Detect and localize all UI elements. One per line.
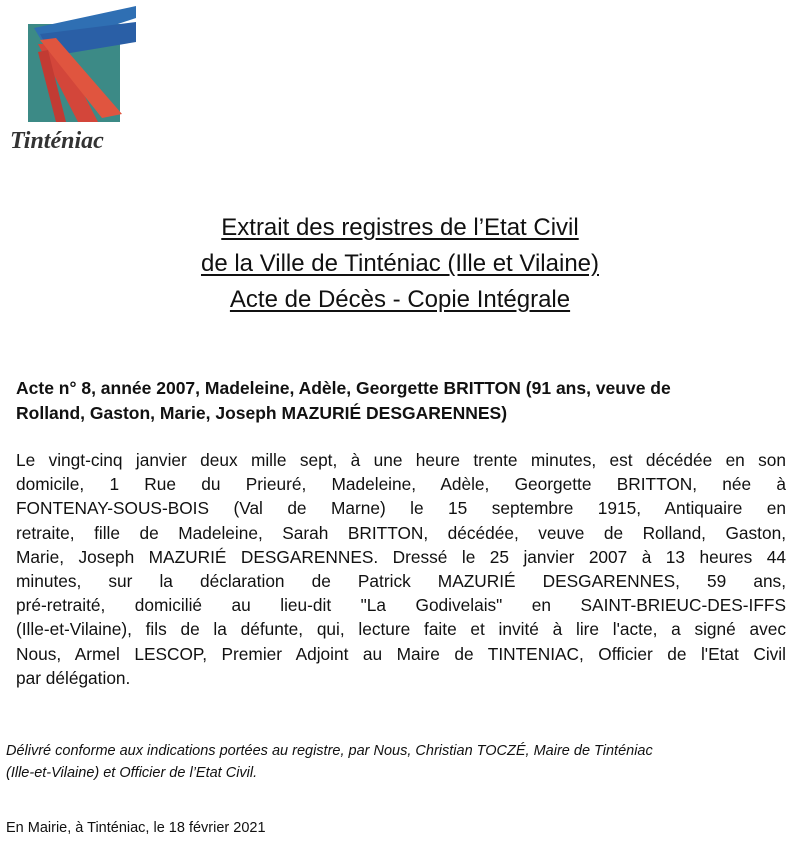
document-title bbox=[0, 210, 800, 318]
act-heading bbox=[16, 376, 796, 426]
title-line-1: Extrait des registres de l’Etat Civil bbox=[221, 214, 579, 241]
act-body-text bbox=[16, 448, 786, 690]
body-line: Nous, Armel LESCOP, Premier Adjoint au Maire de TINTENIAC, Officier de l'Etat Civil bbox=[16, 643, 786, 664]
body-line: Le vingt-cinq janvier deux mille sept, à une heure trente minutes, est décédée en son bbox=[16, 450, 786, 470]
body-line: Marie, Joseph MAZURIÉ DESGARENNES. Dressé le 25 janvier 2007 à 13 heures 44 bbox=[16, 546, 786, 567]
act-heading-line-2: Rolland, Gaston, Marie, Joseph MAZURIÉ DESGARENNES) bbox=[16, 403, 508, 423]
body-line: par délégation. bbox=[16, 667, 131, 688]
delivery-statement bbox=[6, 740, 800, 784]
body-line: pré-retraité, domicilié au lieu-dit "La Godivelais" en SAINT-BRIEUC-DES-IFFS bbox=[16, 595, 786, 616]
act-heading-line-1: Acte n° 8, année 2007, Madeleine, Adèle, Georgette BRITTON (91 ans, veuve de bbox=[16, 378, 671, 398]
town-logo bbox=[4, 4, 154, 154]
delivery-line-1: Délivré conforme aux indications portées au registre, par Nous, Christian TOCZÉ, Maire de Tinténiac bbox=[6, 743, 653, 759]
title-line-2: de la Ville de Tinténiac (Ille et Vilaine) bbox=[200, 250, 599, 277]
tinteniac-emblem-icon bbox=[26, 4, 138, 126]
logo-wordmark: Tinténiac bbox=[10, 128, 104, 154]
body-line: retraite, fille de Madeleine, Sarah BRITTON, décédée, veuve de Rolland, Gaston, bbox=[16, 522, 786, 543]
place-and-date: En Mairie, à Tinténiac, le 18 février 2021 bbox=[6, 820, 266, 836]
body-line: minutes, sur la déclaration de Patrick MAZURIÉ DESGARENNES, 59 ans, bbox=[16, 571, 786, 592]
title-line-3: Acte de Décès - Copie Intégrale bbox=[229, 286, 571, 313]
body-line: domicile, 1 Rue du Prieuré, Madeleine, Adèle, Georgette BRITTON, née à bbox=[16, 474, 786, 495]
delivery-line-2: (Ille-et-Vilaine) et Officier de l’Etat Civil. bbox=[6, 765, 258, 781]
body-line: (Ille-et-Vilaine), fils de la défunte, qui, lecture faite et invité à lire l'acte, a signé avec bbox=[16, 619, 786, 640]
body-line: FONTENAY-SOUS-BOIS (Val de Marne) le 15 septembre 1915, Antiquaire en bbox=[16, 498, 786, 519]
